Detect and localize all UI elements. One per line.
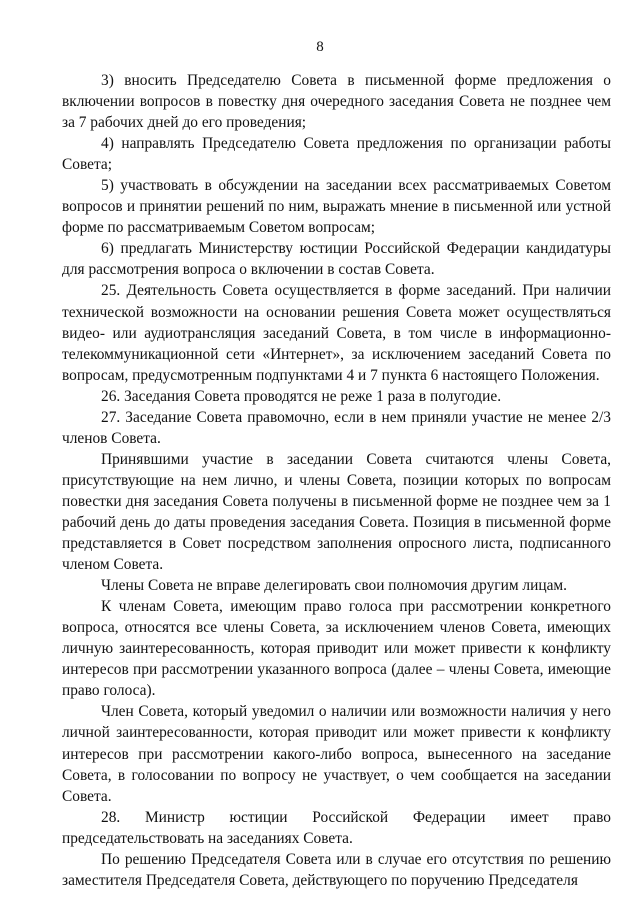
paragraph-item-3: 3) вносить Председателю Совета в письменной форме предложения о включении вопросов в повестку дня очередного заседания Совета не позднее чем за 7 рабочих дней до его проведения; xyxy=(62,72,611,132)
paragraph-clause-25: 25. Деятельность Совета осуществляется в форме заседаний. При наличии технической возможности на основании решения Совета может осуществляться видео- или аудиотрансляция заседаний Совета, в том числе в информационно-телекоммуникационной сети «Интернет», за исключением заседаний Совета по вопросам, предусмотренным подпунктами 4 и 7 пункта 6 настоящего Положения. xyxy=(62,282,611,384)
paragraph-clause-26: 26. Заседания Совета проводятся не реже 1 раза в полугодие. xyxy=(101,387,502,405)
page-number: 8 xyxy=(316,39,324,55)
paragraph-item-5: 5) участвовать в обсуждении на заседании всех рассматриваемых Советом вопросов и принятии решений по ним, выражать мнение в письменной или устной форме по рассматриваемым Советом вопросам; xyxy=(62,177,611,237)
paragraph-item-4: 4) направлять Председателю Совета предложения по организации работы Совета; xyxy=(62,135,611,174)
paragraph-item-6: 6) предлагать Министерству юстиции Российской Федерации кандидатуры для рассмотрения вопроса о включении в состав Совета. xyxy=(62,240,611,279)
paragraph-conflict-of-interest: Член Совета, который уведомил о наличии или возможности наличия у него личной заинтересованности, которая приводит или может привести к конфликту интересов при рассмотрении какого-либо вопроса, вынесенного на заседание Совета, в голосовании по вопросу не участвует, о чем сообщается на заседании Совета. xyxy=(62,703,611,805)
paragraph-clause-27: 27. Заседание Совета правомочно, если в нем приняли участие не менее 2/3 членов Совета. xyxy=(62,408,611,447)
paragraph-voting-members: К членам Совета, имеющим право голоса при рассмотрении конкретного вопроса, относятся все члены Совета, за исключением членов Совета, имеющих личную заинтересованность, которая приводит или может привести к конфликту интересов при рассмотрении указанного вопроса (далее – члены Совета, имеющие право голоса). xyxy=(62,598,611,700)
paragraph-delegation: Члены Совета не вправе делегировать свои полномочия другим лицам. xyxy=(101,577,567,595)
document-body xyxy=(62,70,611,891)
paragraph-chair-decision: По решению Председателя Совета или в случае его отсутствия по решению заместителя Председателя Совета, действующего по поручению Председателя xyxy=(62,850,611,889)
paragraph-participation: Принявшими участие в заседании Совета считаются члены Совета, присутствующие на нем лично, и члены Совета, позиции которых по вопросам повестки дня заседания Совета получены в письменной форме не позднее чем за 1 рабочий день до даты проведения заседания Совета. Позиция в письменной форме представляется в Совет посредством заполнения опросного листа, подписанного членом Совета. xyxy=(62,450,611,574)
paragraph-clause-28: 28. Министр юстиции Российской Федерации имеет право председательствовать на заседаниях Совета. xyxy=(62,808,611,847)
